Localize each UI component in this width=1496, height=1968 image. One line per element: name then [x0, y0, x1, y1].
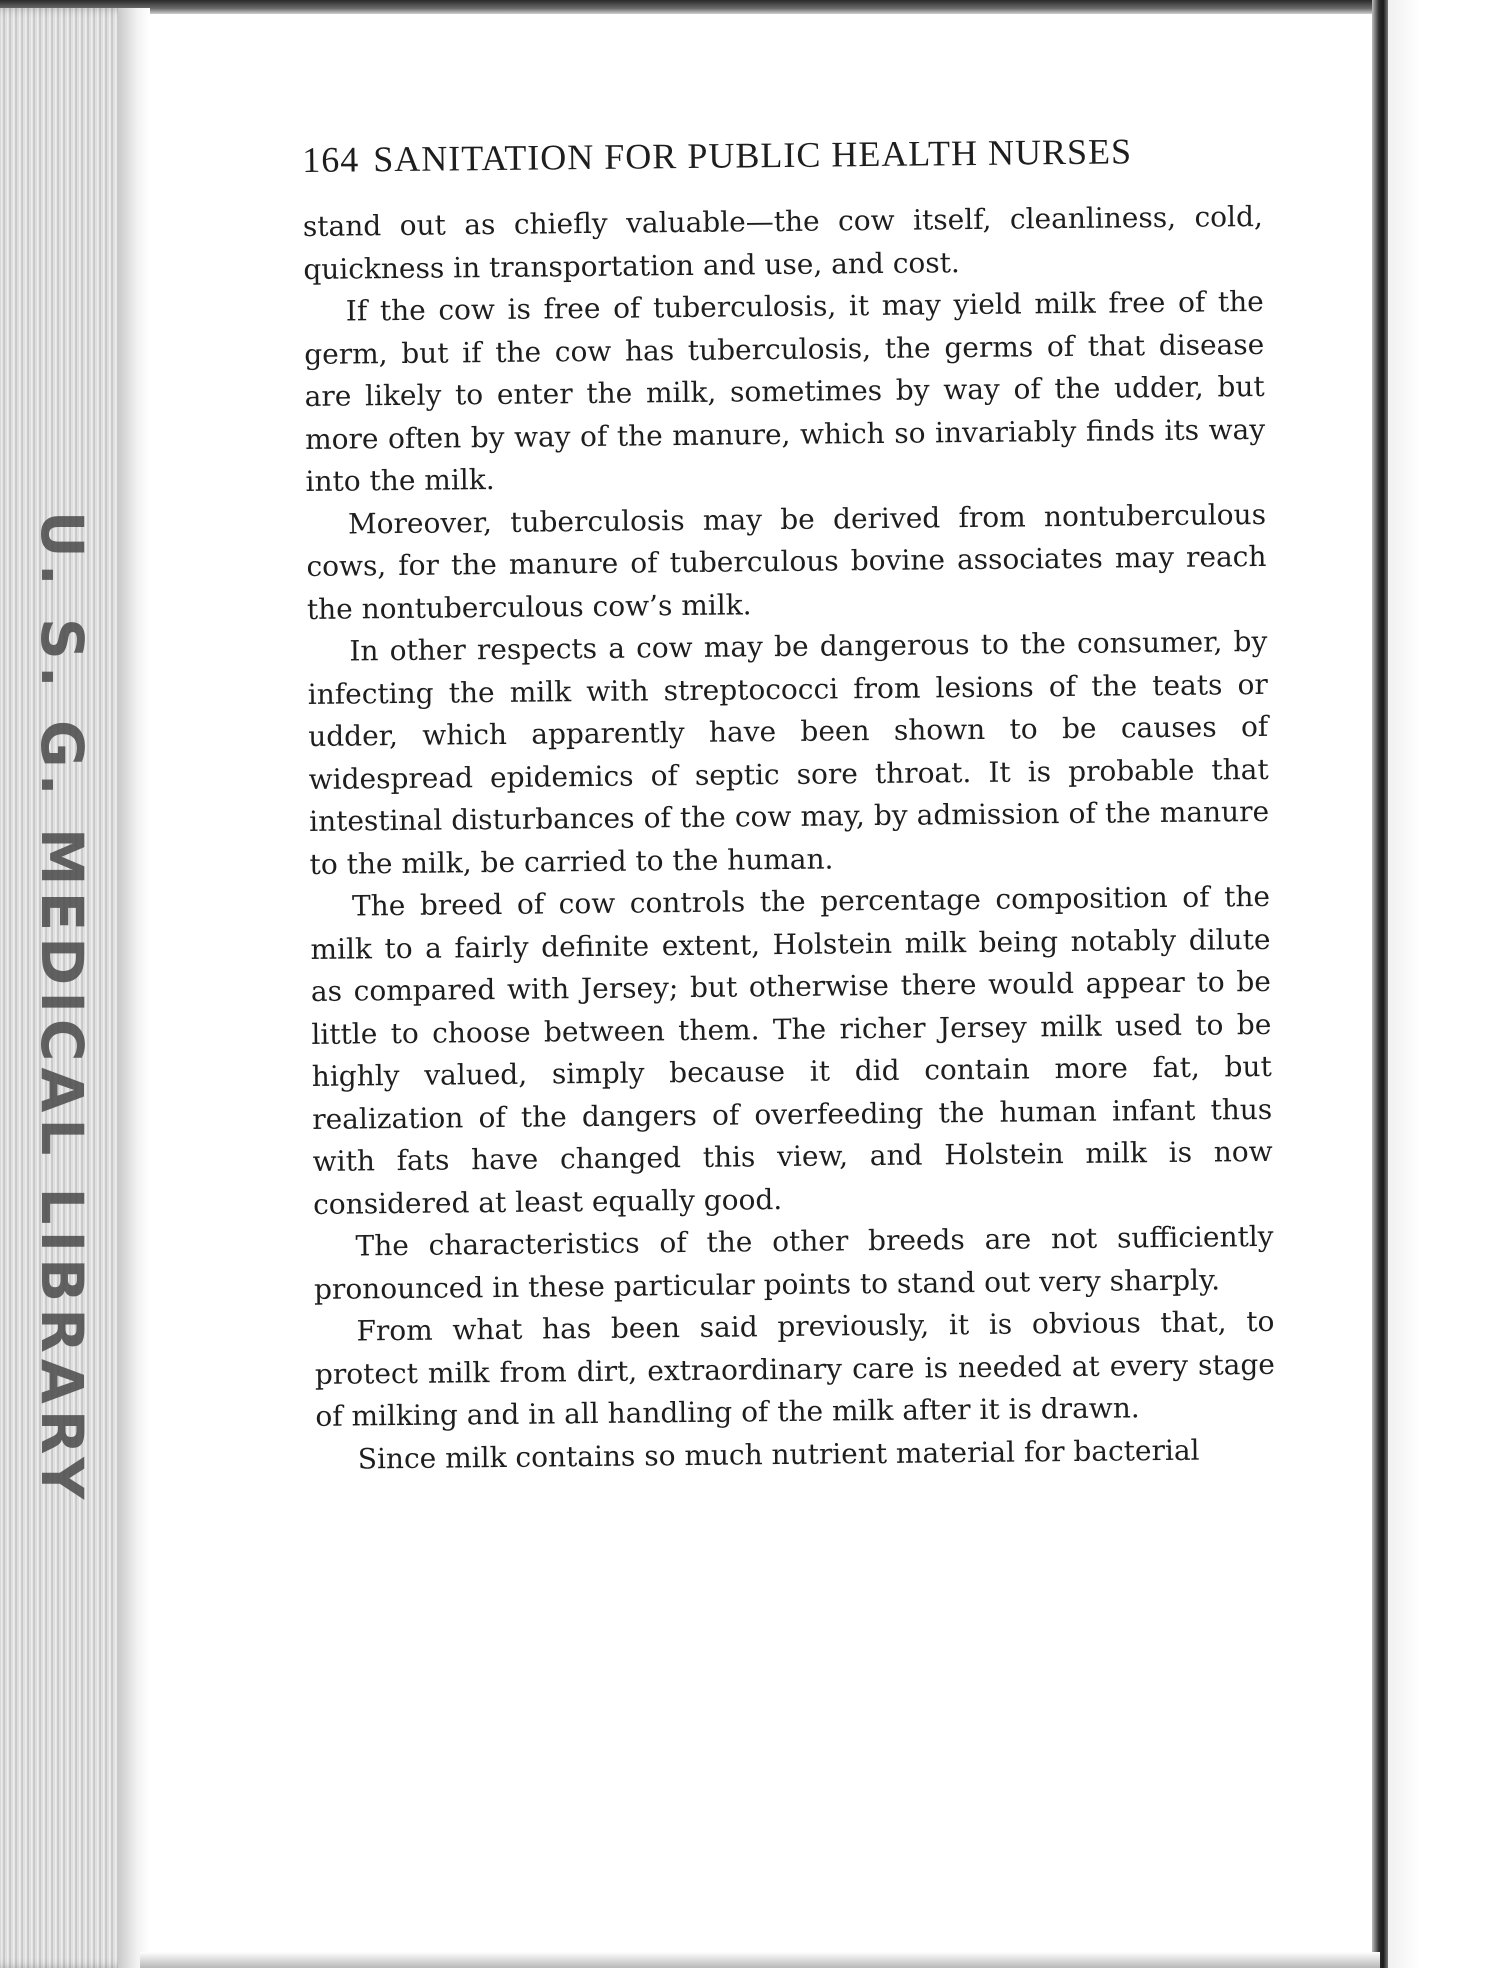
running-title: SANITATION FOR PUBLIC HEALTH NURSES: [372, 131, 1133, 180]
paragraph: From what has been said previously, it is obvious that, to protect milk from dirt, extraordinary care is needed at every stage of milking and in all handling of the milk after it is drawn.: [314, 1304, 1276, 1433]
page-edge-gutter: [118, 8, 150, 1968]
page-number: 164: [302, 139, 360, 180]
running-head: [302, 130, 1262, 180]
paragraph: Moreover, tuberculosis may be derived from nontuberculous cows, for the manure of tuberculous bovine associates may reach the nontuberculous cow’s milk.: [306, 497, 1267, 626]
scan-top-edge: [0, 0, 1496, 14]
book-binding: [1372, 0, 1388, 1968]
book-page: [302, 130, 1276, 1481]
next-page-edge: [1388, 0, 1496, 1968]
paragraph: The characteristics of the other breeds are not sufficiently pronounced in these particular points to stand out very sharply.: [313, 1219, 1274, 1306]
paragraph: If the cow is free of tuberculosis, it may yield milk free of the germ, but if the cow has tuberculosis, the germs of that disease are likely to enter the milk, sometimes by way of the udder, but more often by way of the manure, which so invariably finds its way into the milk.: [304, 284, 1266, 498]
paragraph: The breed of cow controls the percentage composition of the milk to a fairly definite extent, Holstein milk being notably dilute as compared with Jersey; but otherwise there would appear to be little to choose between them. The richer Jersey milk used to be highly valued, simply because it did contain more fat, but realization of the dangers of overfeeding the human infant thus with fats have changed this view, and Holstein milk is now considered at least equally good.: [310, 879, 1273, 1221]
page-edge-stack: [0, 8, 150, 1968]
paragraph: Since milk contains so much nutrient material for bacterial: [357, 1433, 1200, 1475]
paragraph: In other respects a cow may be dangerous to the consumer, by infecting the milk with streptococci from lesions of the teats or udder, which apparently have been shown to be causes of widespread epidemics of septic sore throat. It is probable that intestinal disturbances of the cow may, by admission of the manure to the milk, be carried to the human.: [307, 624, 1270, 881]
bottom-shadow: [140, 1952, 1380, 1968]
paragraph: stand out as chiefly valuable—the cow itself, cleanliness, cold, quickness in transportation and use, and cost.: [302, 199, 1264, 286]
body-text: [303, 196, 1276, 1481]
library-stamp: U. S. G. MEDICAL LIBRARY: [28, 510, 96, 1506]
